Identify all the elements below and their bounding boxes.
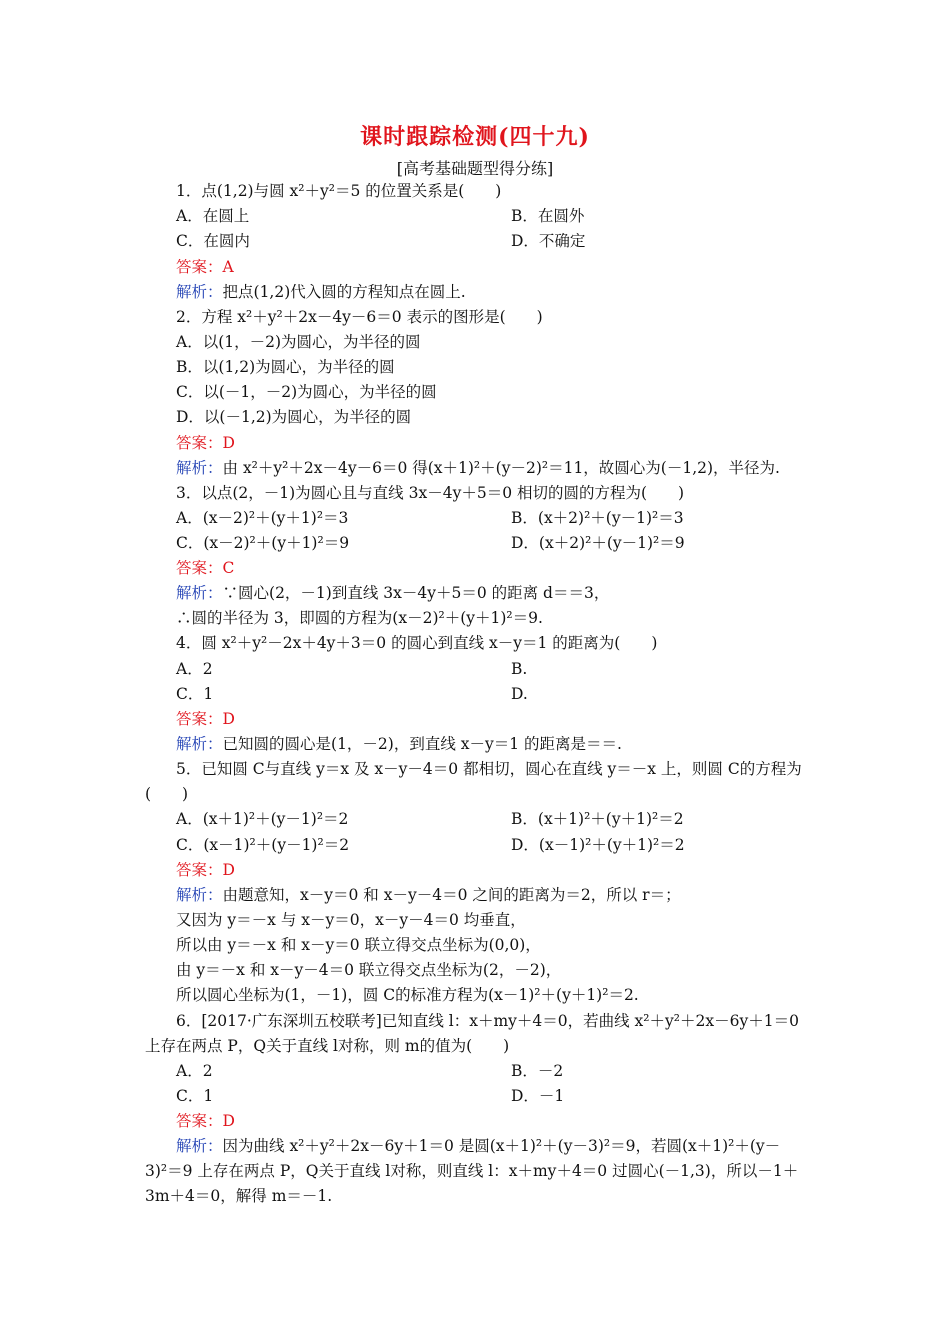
q6-analysis-line3: 3m＋4＝0，解得 m＝－1. [145, 1187, 333, 1205]
q1-stem: 1．点(1,2)与圆 x²＋y²＝5 的位置关系是( ) [176, 182, 502, 200]
q1-analysis: 解析：把点(1,2)代入圆的方程知点在圆上. [176, 283, 466, 301]
q5-analysis-line4: 由 y＝－x 和 x－y－4＝0 联立得交点坐标为(2，－2)， [176, 961, 562, 979]
q3-analysis: 解析：∵圆心(2，－1)到直线 3x－4y＋5＝0 的距离 d＝＝3， [176, 584, 610, 602]
page-title: 课时跟踪检测(四十九) [360, 124, 590, 150]
q5-option-a: A．(x＋1)²＋(y－1)²＝2 [176, 810, 349, 828]
q6-option-c: C．1 [176, 1087, 214, 1105]
q6-option-d: D．－1 [511, 1087, 565, 1105]
page-subtitle: [高考基础题型得分练] [396, 159, 554, 178]
q2-option-b: B．以(1,2)为圆心，为半径的圆 [176, 358, 395, 376]
q4-stem: 4．圆 x²＋y²－2x＋4y＋3＝0 的圆心到直线 x－y＝1 的距离为( ) [176, 634, 658, 652]
q2-option-d: D．以(－1,2)为圆心，为半径的圆 [176, 408, 412, 426]
q3-option-b: B．(x＋2)²＋(y－1)²＝3 [511, 509, 684, 527]
q6-stem: 6．[2017·广东深圳五校联考]已知直线 l：x＋my＋4＝0，若曲线 x²＋y²＋2x－6y＋1＝0 [176, 1012, 799, 1030]
q2-analysis: 解析：由 x²＋y²＋2x－4y－6＝0 得(x＋1)²＋(y－2)²＝11，故圆心为(－1,2)，半径为. [176, 459, 780, 477]
q6-stem-line2: 上存在两点 P，Q关于直线 l对称，则 m的值为( ) [145, 1037, 510, 1055]
q3-answer: 答案：C [176, 559, 235, 577]
q2-option-c: C．以(－1，－2)为圆心，为半径的圆 [176, 383, 437, 401]
q6-analysis-line2: 3)²＝9 上存在两点 P，Q关于直线 l对称，则直线 l：x＋my＋4＝0 过圆心(－1,3)，所以－1＋ [145, 1162, 799, 1180]
q3-analysis-line2: ∴圆的半径为 3，即圆的方程为(x－2)²＋(y＋1)²＝9. [176, 609, 543, 627]
q6-option-b: B．－2 [511, 1062, 564, 1080]
q6-analysis: 解析：因为曲线 x²＋y²＋2x－6y＋1＝0 是圆(x＋1)²＋(y－3)²＝9，若圆(x＋1)²＋(y－ [176, 1137, 781, 1155]
q5-option-b: B．(x＋1)²＋(y＋1)²＝2 [511, 810, 684, 828]
q5-stem: 5．已知圆 C与直线 y＝x 及 x－y－4＝0 都相切，圆心在直线 y＝－x 上，则圆 C的方程为 [176, 760, 802, 778]
q6-option-a: A．2 [176, 1062, 213, 1080]
q5-option-d: D．(x－1)²＋(y＋1)²＝2 [511, 836, 685, 854]
q3-option-a: A．(x－2)²＋(y＋1)²＝3 [176, 509, 349, 527]
q5-stem-line2: ( ) [145, 785, 189, 803]
q1-option-c: C．在圆内 [176, 232, 250, 250]
q5-analysis: 解析：由题意知，x－y＝0 和 x－y－4＝0 之间的距离为＝2，所以 r＝； [176, 886, 681, 904]
q1-option-a: A．在圆上 [176, 207, 250, 225]
q4-option-a: A．2 [176, 660, 213, 678]
q5-analysis-line3: 所以由 y＝－x 和 x－y＝0 联立得交点坐标为(0,0)， [176, 936, 541, 954]
q5-answer: 答案：D [176, 861, 235, 879]
q5-analysis-line2: 又因为 y＝－x 与 x－y＝0，x－y－4＝0 均垂直， [176, 911, 526, 929]
q2-option-a: A．以(1，－2)为圆心，为半径的圆 [176, 333, 421, 351]
q4-option-d: D. [511, 685, 528, 703]
q5-analysis-line5: 所以圆心坐标为(1，－1)，圆 C的标准方程为(x－1)²＋(y＋1)²＝2. [176, 986, 639, 1004]
q4-answer: 答案：D [176, 710, 235, 728]
q5-option-c: C．(x－1)²＋(y－1)²＝2 [176, 836, 350, 854]
q2-answer: 答案：D [176, 434, 235, 452]
q2-stem: 2．方程 x²＋y²＋2x－4y－6＝0 表示的图形是( ) [176, 308, 543, 326]
q3-stem: 3．以点(2，－1)为圆心且与直线 3x－4y＋5＝0 相切的圆的方程为( ) [176, 484, 685, 502]
q4-option-b: B. [511, 660, 528, 678]
q1-option-d: D．不确定 [511, 232, 586, 250]
q4-analysis: 解析：已知圆的圆心是(1，－2)，到直线 x－y＝1 的距离是＝＝. [176, 735, 622, 753]
q1-answer: 答案：A [176, 258, 234, 276]
q1-option-b: B．在圆外 [511, 207, 585, 225]
q4-option-c: C．1 [176, 685, 214, 703]
q6-answer: 答案：D [176, 1112, 235, 1130]
q3-option-d: D．(x＋2)²＋(y－1)²＝9 [511, 534, 685, 552]
q3-option-c: C．(x－2)²＋(y＋1)²＝9 [176, 534, 350, 552]
